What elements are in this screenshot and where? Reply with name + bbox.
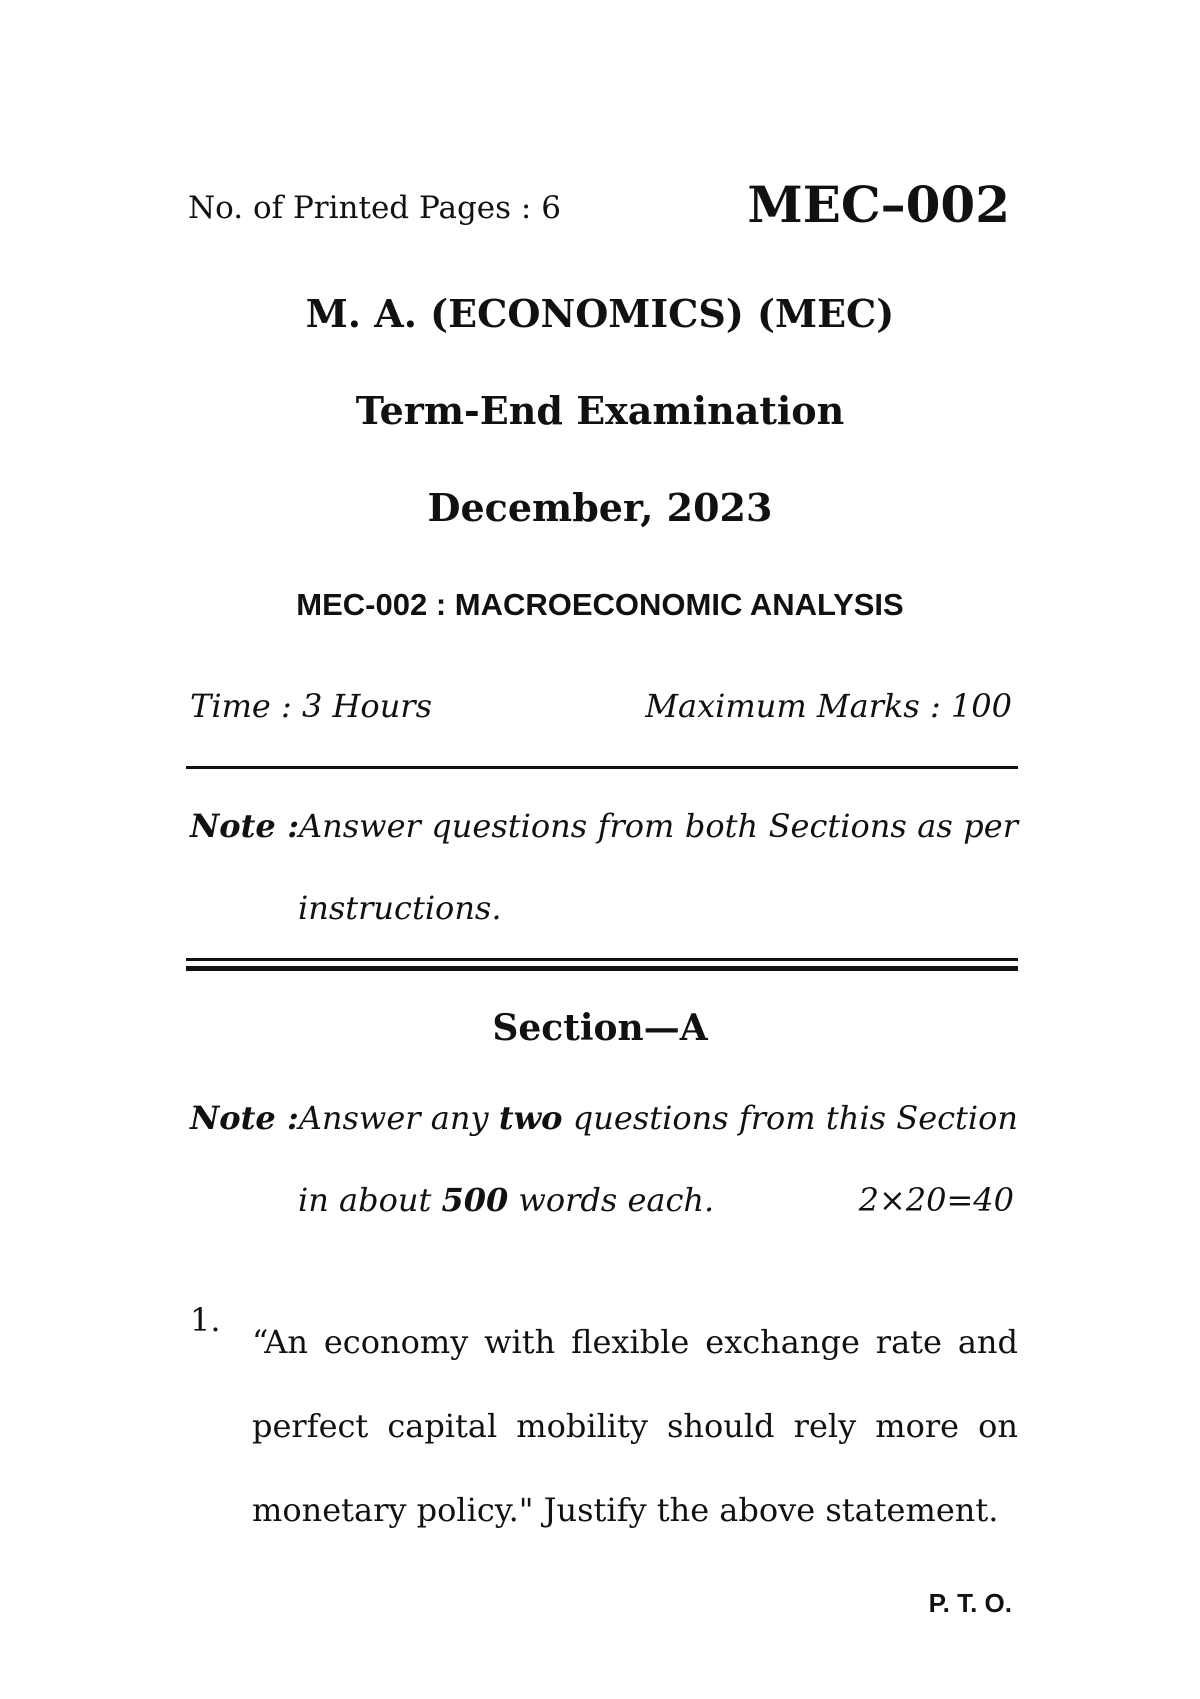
exam-name: Term-End Examination xyxy=(355,388,845,433)
section-note-text-2: questions from this Section xyxy=(562,1099,1019,1137)
section-note-words: 500 xyxy=(441,1181,509,1219)
paper-code: MEC–002 xyxy=(747,175,1010,234)
question-line: perfect capital mobility should rely more on xyxy=(252,1407,1018,1445)
divider-top xyxy=(186,766,1018,769)
question-line: monetary policy." Justify the above statement. xyxy=(252,1491,999,1529)
section-note-label: Note : xyxy=(190,1099,299,1137)
divider-double-thin xyxy=(186,958,1018,961)
question-text xyxy=(252,1300,1018,1552)
please-turn-over: P. T. O. xyxy=(928,1588,1012,1618)
section-note-text-1: Answer any xyxy=(298,1099,499,1137)
printed-pages-count: No. of Printed Pages : 6 xyxy=(188,190,561,226)
divider-double-thick xyxy=(186,966,1018,971)
exam-duration: Time : 3 Hours xyxy=(190,687,433,725)
maximum-marks: Maximum Marks : 100 xyxy=(645,687,1012,725)
general-note-line2: instructions. xyxy=(298,889,502,927)
section-title: Section—A xyxy=(492,1007,708,1049)
note-label: Note : xyxy=(190,807,300,845)
section-note xyxy=(190,1098,1018,1138)
general-note-line1: Answer questions from both Sections as per xyxy=(299,807,1019,845)
section-marks: 2×20=40 xyxy=(858,1181,1014,1219)
section-note-text-4: words each. xyxy=(508,1181,715,1219)
question-line: “An economy with flexible exchange rate and xyxy=(252,1323,1018,1361)
exam-date: December, 2023 xyxy=(427,485,773,530)
programme-title: M. A. (ECONOMICS) (MEC) xyxy=(305,291,895,336)
question-number: 1. xyxy=(190,1301,221,1339)
section-note-line2 xyxy=(298,1180,714,1220)
course-title: MEC-002 : MACROECONOMIC ANALYSIS xyxy=(296,587,904,622)
section-note-text-3: in about xyxy=(298,1181,442,1219)
general-note xyxy=(190,806,1018,846)
section-note-count: two xyxy=(498,1099,563,1137)
